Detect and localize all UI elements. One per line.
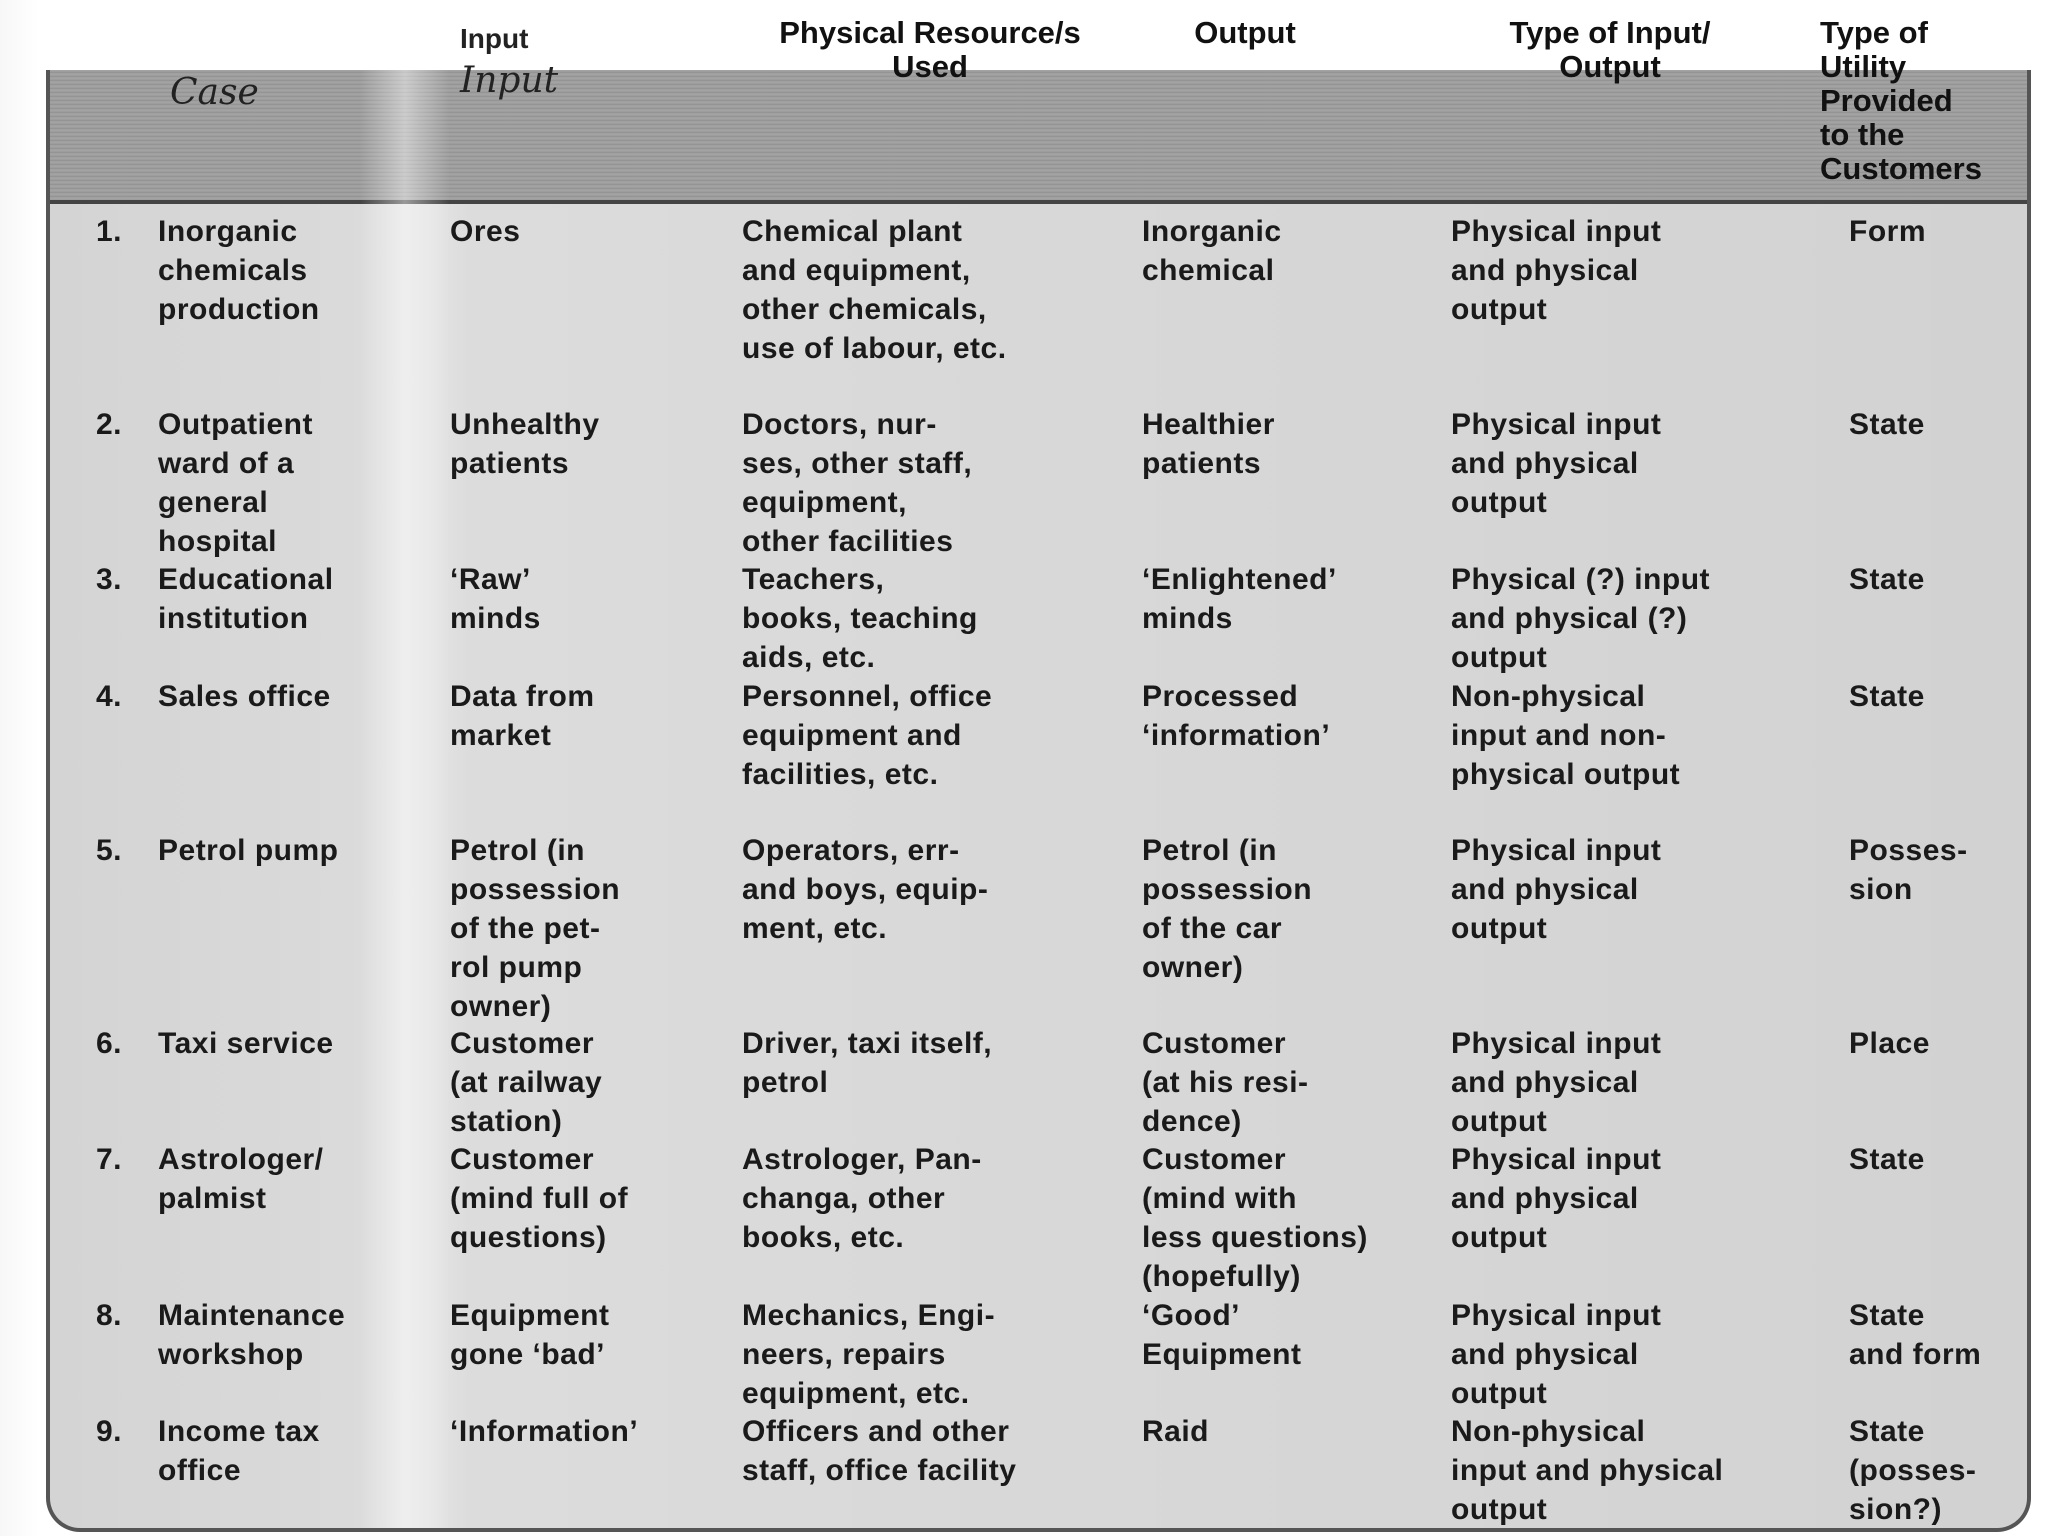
cell-output: Customer (at his resi- dence)	[1142, 1027, 1309, 1138]
cell-output: Inorganic chemical	[1142, 215, 1282, 287]
header-physical-resources: Physical Resource/s Used	[779, 15, 1081, 84]
cell-type: Physical input and physical output	[1451, 834, 1662, 945]
cell-type: Non-physical input and physical output	[1451, 1415, 1724, 1526]
header-type-of-utility: Type of Utility Provided to the Customers	[1820, 15, 1982, 186]
cell-resources: Driver, taxi itself, petrol	[742, 1027, 993, 1099]
cell-output: ‘Good’ Equipment	[1142, 1299, 1302, 1371]
cell-input: Ores	[450, 215, 521, 248]
cell-resources: Teachers, books, teaching aids, etc.	[742, 563, 978, 674]
cell-utility: State	[1849, 408, 1925, 441]
row-number: 6.	[95, 1027, 122, 1060]
cell-case: Sales office	[158, 680, 331, 713]
cell-type: Physical input and physical output	[1451, 1299, 1662, 1410]
cell-type: Physical input and physical output	[1451, 1027, 1662, 1138]
cell-type: Non-physical input and non- physical output	[1451, 680, 1681, 791]
row-number: 3.	[95, 563, 122, 596]
cell-output: Healthier patients	[1142, 408, 1275, 480]
table-header	[50, 70, 2027, 204]
cell-utility: Posses- sion	[1849, 834, 1968, 906]
cell-case: Taxi service	[158, 1027, 334, 1060]
row-number: 4.	[95, 680, 122, 713]
cell-input: Unhealthy patients	[450, 408, 600, 480]
cell-utility: State	[1849, 563, 1925, 596]
cell-input: Data from market	[450, 680, 595, 752]
cell-utility: State	[1849, 1143, 1925, 1176]
cell-input: ‘Information’	[450, 1415, 639, 1448]
cell-resources: Mechanics, Engi- neers, repairs equipment, etc.	[742, 1299, 996, 1410]
cell-utility: State (posses- sion?)	[1849, 1415, 1977, 1526]
row-number: 5.	[95, 834, 122, 867]
cell-resources: Personnel, office equipment and facilities, etc.	[742, 680, 993, 791]
cell-case: Maintenance workshop	[158, 1299, 346, 1371]
header-case-handwritten: Case	[170, 72, 259, 113]
cell-type: Physical input and physical output	[1451, 408, 1662, 519]
cell-type: Physical (?) input and physical (?) output	[1451, 563, 1711, 674]
cell-case: Educational institution	[158, 563, 334, 635]
cell-input: Customer (at railway station)	[450, 1027, 603, 1138]
row-number: 7.	[95, 1143, 122, 1176]
cell-resources: Chemical plant and equipment, other chemicals, use of labour, etc.	[742, 215, 1007, 365]
cell-resources: Operators, err- and boys, equip- ment, etc.	[742, 834, 989, 945]
row-number: 8.	[95, 1299, 122, 1332]
cell-type: Physical input and physical output	[1451, 1143, 1662, 1254]
scan-glare	[360, 70, 450, 1528]
cell-output: Raid	[1142, 1415, 1210, 1448]
header-input-handwritten: Input	[460, 60, 559, 101]
cell-case: Astrologer/ palmist	[158, 1143, 324, 1215]
header-type-of-input-output: Type of Input/ Output	[1509, 15, 1711, 84]
cell-resources: Astrologer, Pan- changa, other books, etc.	[742, 1143, 982, 1254]
cell-case: Inorganic chemicals production	[158, 215, 320, 326]
cell-input: ‘Raw’ minds	[450, 563, 541, 635]
cell-utility: Form	[1849, 215, 1926, 248]
cell-case: Income tax office	[158, 1415, 320, 1487]
header-output: Output	[1194, 15, 1296, 50]
row-number: 1.	[95, 215, 122, 248]
cell-utility: State and form	[1849, 1299, 1982, 1371]
cell-input: Equipment gone ‘bad’	[450, 1299, 610, 1371]
cell-input: Customer (mind full of questions)	[450, 1143, 629, 1254]
row-number: 9.	[95, 1415, 122, 1448]
cell-case: Outpatient ward of a general hospital	[158, 408, 313, 558]
cell-resources: Officers and other staff, office facility	[742, 1415, 1017, 1487]
cell-output: Petrol (in possession of the car owner)	[1142, 834, 1313, 984]
cell-resources: Doctors, nur- ses, other staff, equipment, other facilities	[742, 408, 973, 558]
cell-utility: Place	[1849, 1027, 1930, 1060]
cell-input: Petrol (in possession of the pet- rol pump owner)	[450, 834, 621, 1023]
cell-output: ‘Enlightened’ minds	[1142, 563, 1337, 635]
cell-output: Customer (mind with less questions) (hopefully)	[1142, 1143, 1368, 1293]
header-input-printed: Input	[460, 23, 529, 54]
cell-output: Processed ‘information’	[1142, 680, 1331, 752]
row-number: 2.	[95, 408, 122, 441]
cell-case: Petrol pump	[158, 834, 339, 867]
cell-type: Physical input and physical output	[1451, 215, 1662, 326]
cell-utility: State	[1849, 680, 1925, 713]
